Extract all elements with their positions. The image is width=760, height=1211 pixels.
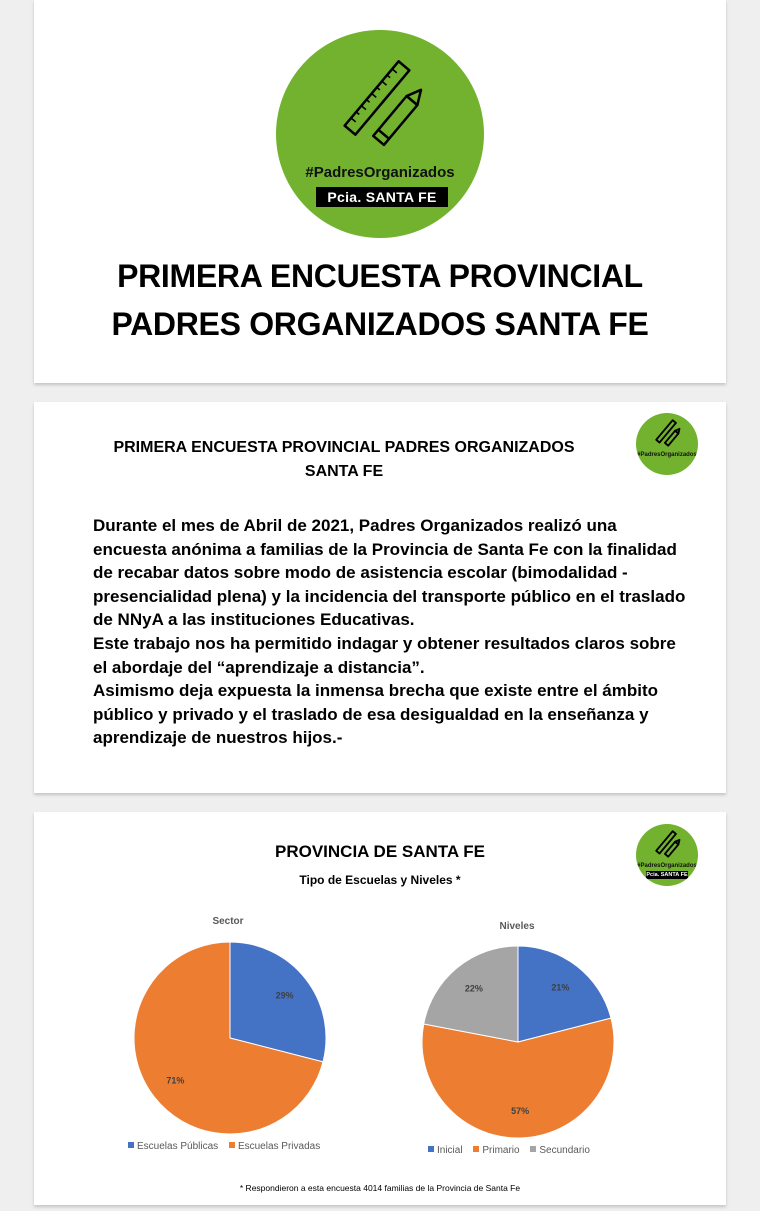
ruler-pencil-icon (653, 419, 681, 451)
legend-swatch (473, 1146, 479, 1152)
legend-label: Inicial (437, 1145, 463, 1156)
padres-organizados-logo-small (636, 824, 698, 886)
pie-data-label: 71% (166, 1075, 185, 1086)
intro-title-line1: PRIMERA ENCUESTA PROVINCIAL PADRES ORGANIZADOS (113, 439, 575, 456)
cover-title-line2: PADRES ORGANIZADOS SANTA FE (111, 306, 649, 342)
legend-swatch (428, 1146, 434, 1152)
legend-item-secundario (530, 1145, 590, 1156)
pie-data-label: 29% (275, 990, 294, 1001)
legend-swatch (229, 1142, 235, 1148)
intro-body (93, 514, 693, 750)
ruler-pencil-icon (653, 830, 681, 862)
logo-region: Pcia. SANTA FE (646, 872, 688, 878)
legend-label: Escuelas Públicas (137, 1141, 219, 1152)
legend-label: Secundario (539, 1145, 590, 1156)
intro-paragraph-1: Durante el mes de Abril de 2021, Padres Organizados realizó una encuesta anónima a familias de la Provincia de Santa Fe con la finalidad de recabar datos sobre modo de asistencia escolar (bimodalidad - presencialidad plena) y la incidencia del transporte público en el traslado de NNyA a las instituciones Educativas. (93, 516, 686, 630)
legend-item-publicas (128, 1141, 218, 1152)
sector-legend (128, 1141, 328, 1152)
intro-paragraph-3: Asimismo deja expuesta la inmensa brecha que existe entre el ámbito público y privado y el traslado de esa desigualdad en la enseñanza y aprendizaje de nuestros hijos.- (93, 681, 658, 748)
sector-chart-title: Sector (212, 916, 244, 927)
logo-region: Pcia. SANTA FE (316, 187, 448, 207)
legend-item-privadas (229, 1141, 320, 1152)
legend-item-inicial (428, 1145, 463, 1156)
sector-pie-chart (130, 938, 330, 1138)
logo-hashtag: #PadresOrganizados (305, 164, 455, 181)
logo-hashtag: #PadresOrganizados (637, 863, 697, 869)
niveles-legend (428, 1145, 598, 1156)
pie-data-label: 57% (511, 1106, 530, 1117)
padres-organizados-logo-small (636, 413, 698, 475)
pie-data-label: 21% (551, 982, 570, 993)
charts-subtitle: Tipo de Escuelas y Niveles * (299, 873, 461, 887)
legend-swatch (530, 1146, 536, 1152)
logo-hashtag: #PadresOrganizados (637, 452, 697, 458)
cover-title-line1: PRIMERA ENCUESTA PROVINCIAL (117, 258, 643, 294)
cover-slide (34, 0, 726, 383)
legend-label: Primario (482, 1145, 520, 1156)
ruler-pencil-icon (334, 60, 426, 160)
legend-item-primario (473, 1145, 519, 1156)
intro-title-line2: SANTA FE (304, 463, 384, 480)
intro-paragraph-2: Este trabajo nos ha permitido indagar y obtener resultados claros sobre el abordaje del “aprendizaje a distancia”. (93, 633, 676, 677)
pie-data-label: 22% (464, 983, 483, 994)
legend-label: Escuelas Privadas (237, 1141, 321, 1152)
intro-slide (34, 402, 726, 793)
footnote: * Respondieron a esta encuesta 4014 familias de la Provincia de Santa Fe (239, 1183, 521, 1193)
niveles-chart-title: Niveles (499, 921, 535, 932)
niveles-pie-chart (418, 942, 618, 1142)
charts-title: PROVINCIA DE SANTA FE (275, 842, 485, 861)
charts-slide (34, 812, 726, 1205)
padres-organizados-logo (276, 30, 484, 238)
legend-swatch (128, 1142, 134, 1148)
